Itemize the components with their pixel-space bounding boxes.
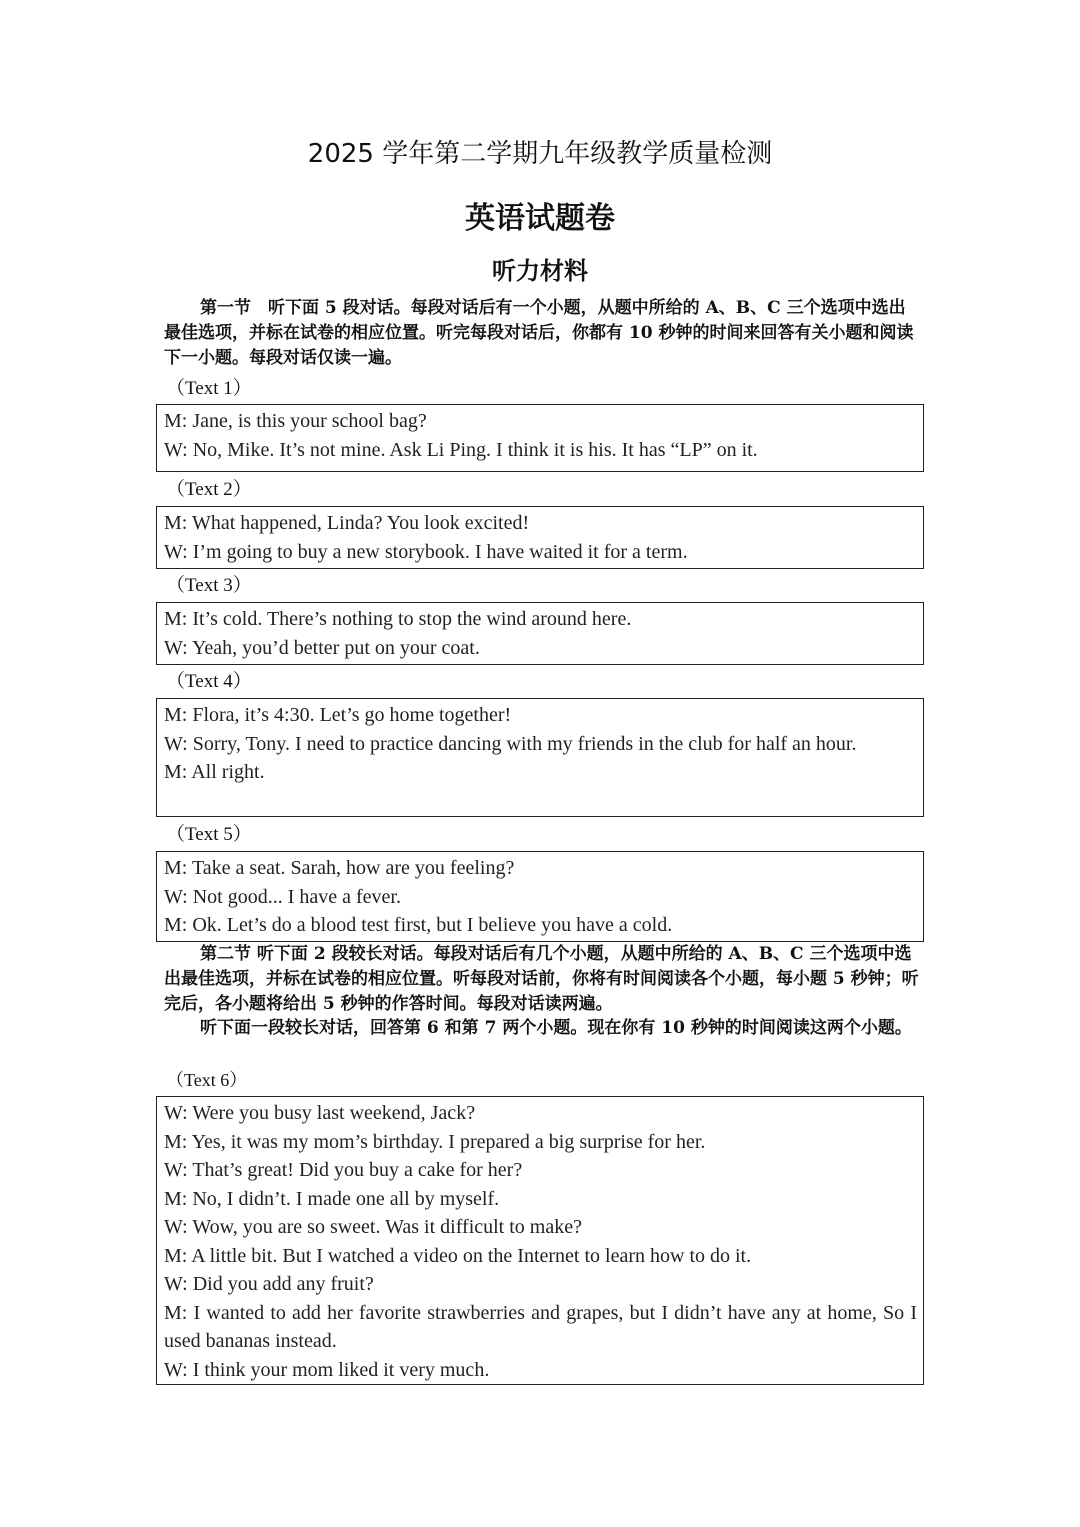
- dialogue-line: W: I think your mom liked it very much.: [164, 1358, 490, 1381]
- dialogue-line: M: All right.: [164, 761, 265, 783]
- part2-instruction: 第二节 听下面 2 段较长对话。每段对话后有几个小题，从题中所给的 A、B、C 三个选项中选出最佳选项，并标在试卷的相应位置。听每段对话前，你将有时间阅读各个小题，每小题 5 秒钟；听完后，各小题将给出 5 秒钟的作答时间。每段对话读两遍。: [164, 944, 919, 1014]
- dialogue-line: W: That’s great! Did you buy a cake for her?: [164, 1159, 523, 1181]
- dialogue-line: M: What happened, Linda? You look excited!: [164, 512, 530, 534]
- dialogue-line: M: Yes, it was my mom’s birthday. I prepared a big surprise for her.: [164, 1130, 706, 1153]
- dialogue-line: M: Take a seat. Sarah, how are you feeling?: [164, 857, 515, 879]
- text4-box: [156, 698, 924, 817]
- dialogue-line: W: Did you add any fruit?: [164, 1273, 374, 1295]
- dialogue-line: M: I wanted to add her favorite strawberries and grapes, but I didn’t have any at home, So I used bananas instead.: [164, 1301, 917, 1352]
- text6-label: （Text 6）: [166, 1070, 248, 1090]
- text1-label: （Text 1）: [166, 378, 252, 399]
- dialogue-line: M: Ok. Let’s do a blood test first, but I believe you have a cold.: [164, 914, 673, 936]
- part1-instruction: 第一节 听下面 5 段对话。每段对话后有一个小题，从题中所给的 A、B、C 三个选项中选出最佳选项，并标在试卷的相应位置。听完每段对话后，你都有 10 秒钟的时间来回答有关小题和阅读下一小题。每段对话仅读一遍。: [164, 298, 914, 368]
- text4-label: （Text 4）: [166, 671, 252, 692]
- dialogue-line: M: It’s cold. There’s nothing to stop the wind around here.: [164, 608, 632, 630]
- exam-title: 2025 学年第二学期九年级教学质量检测: [307, 139, 773, 169]
- text3-box: [156, 602, 924, 665]
- dialogue-line: M: Flora, it’s 4:30. Let’s go home together!: [164, 704, 512, 726]
- dialogue-line: M: Jane, is this your school bag?: [164, 410, 427, 432]
- section-title: 听力材料: [492, 257, 588, 285]
- text5-box: [156, 851, 924, 942]
- text1-box: [156, 404, 924, 472]
- dialogue-line: M: No, I didn’t. I made one all by myself.: [164, 1187, 500, 1210]
- text2-label: （Text 2）: [166, 479, 252, 500]
- dialogue-line: W: Sorry, Tony. I need to practice dancing with my friends in the club for half an hour.: [164, 732, 857, 755]
- dialogue-line: W: Yeah, you’d better put on your coat.: [164, 636, 480, 659]
- text3-label: （Text 3）: [166, 575, 252, 596]
- part2-sub-instruction: 听下面一段较长对话，回答第 6 和第 7 两个小题。现在你有 10 秒钟的时间阅读这两个小题。: [200, 1018, 912, 1038]
- dialogue-line: M: A little bit. But I watched a video on the Internet to learn how to do it.: [164, 1244, 752, 1267]
- dialogue-line: W: Wow, you are so sweet. Was it difficult to make?: [164, 1216, 582, 1238]
- text6-box: [156, 1096, 924, 1385]
- dialogue-line: W: No, Mike. It’s not mine. Ask Li Ping. I think it is his. It has “LP” on it.: [164, 438, 758, 461]
- text2-box: [156, 506, 924, 569]
- dialogue-line: W: Not good... I have a fever.: [164, 885, 401, 908]
- text5-label: （Text 5）: [166, 824, 252, 845]
- dialogue-line: W: I’m going to buy a new storybook. I have waited it for a term.: [164, 540, 688, 563]
- dialogue-line: W: Were you busy last weekend, Jack?: [164, 1102, 476, 1124]
- exam-subtitle: 英语试题卷: [465, 201, 615, 236]
